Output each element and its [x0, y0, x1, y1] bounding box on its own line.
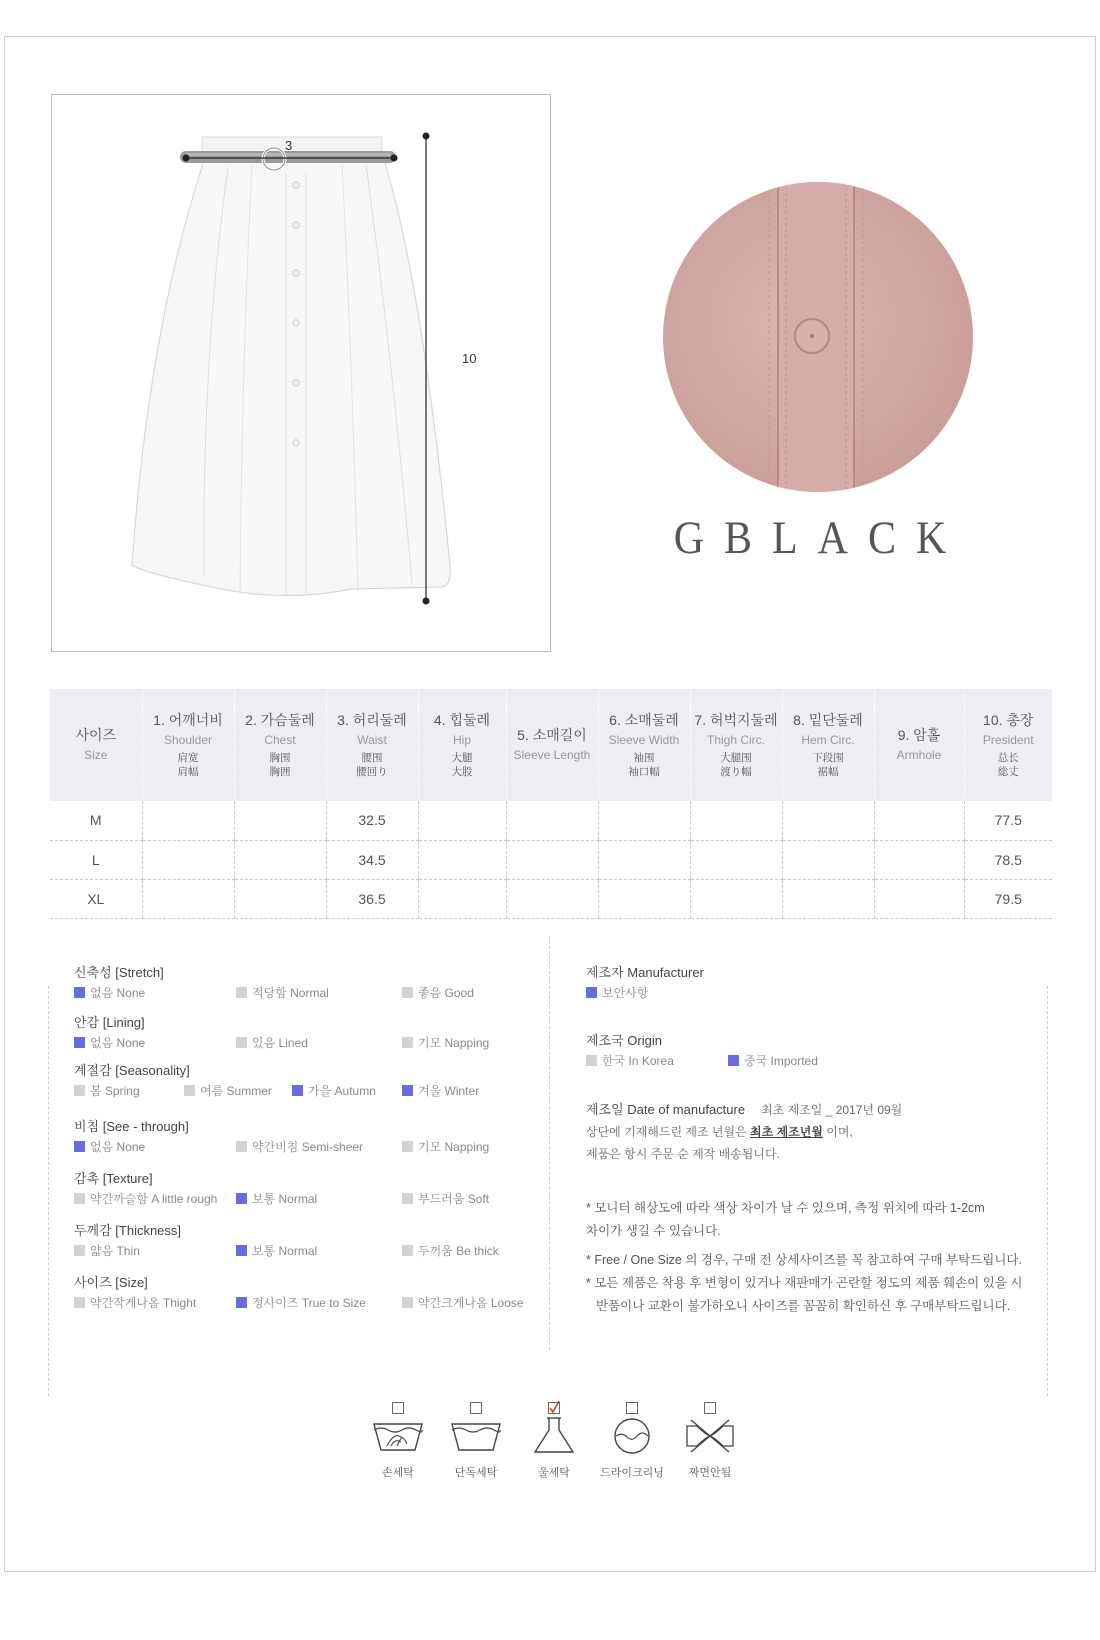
- notice-line: 차이가 생길 수 있습니다.: [586, 1224, 721, 1238]
- option-seethrough-none[interactable]: 없음 None: [74, 1139, 145, 1155]
- origin-block: [586, 1032, 886, 1071]
- manufacturer-value: 보안사항: [586, 985, 648, 1001]
- spec-seasonality: [74, 1062, 554, 1101]
- table-cell: 34.5: [326, 840, 418, 879]
- size-table: [50, 689, 1052, 919]
- header-hem: 8. 밑단둘레 Hem Circ. 下段围 裾幅: [782, 689, 874, 801]
- wash-hand: [358, 1402, 438, 1480]
- table-cell: [690, 801, 782, 840]
- option-stretch-good[interactable]: 좋음 Good: [402, 985, 474, 1001]
- table-cell: [506, 840, 598, 879]
- spec-title: 안감 [Lining]: [74, 1015, 145, 1030]
- separate-wash-icon: [449, 1416, 503, 1456]
- brand-logo: [673, 509, 967, 564]
- table-cell: [142, 801, 234, 840]
- skirt-illustration: [52, 95, 552, 653]
- checkbox-icon[interactable]: [626, 1402, 638, 1414]
- fabric-closeup-image: [662, 181, 974, 493]
- notice-line: * Free / One Size 의 경우, 구매 전 상세사이즈를 꼭 참고하여 구매 부탁드립니다.: [586, 1253, 1022, 1267]
- table-cell: [506, 801, 598, 840]
- table-cell: 79.5: [964, 879, 1052, 918]
- option-stretch-none[interactable]: 없음 None: [74, 985, 145, 1001]
- option-season-winter[interactable]: 겨울 Winter: [402, 1083, 479, 1099]
- skirt-measurement-figure: [51, 94, 551, 652]
- spec-texture: [74, 1170, 554, 1209]
- spec-title: 비침 [See - through]: [74, 1119, 189, 1134]
- wash-label: 드라이크리닝: [600, 1467, 664, 1479]
- spec-size-fit: [74, 1274, 554, 1313]
- option-lining-napping[interactable]: 기모 Napping: [402, 1035, 489, 1051]
- option-size-loose[interactable]: 약간크게나옴 Loose: [402, 1295, 524, 1311]
- table-cell: [874, 801, 964, 840]
- table-cell: M: [50, 801, 142, 840]
- table-cell: 78.5: [964, 840, 1052, 879]
- svg-text:GBLACK: GBLACK: [673, 512, 967, 564]
- header-hip: 4. 힙둘레 Hip 大腿 大股: [418, 689, 506, 801]
- spec-stretch: [74, 964, 554, 1003]
- date-note-text: 상단에 기재해드린 제조 년월은: [586, 1125, 751, 1139]
- checkbox-icon[interactable]: [392, 1402, 404, 1414]
- table-row: [50, 840, 1052, 879]
- header-total-length: 10. 총장 President 总长 総丈: [964, 689, 1052, 801]
- header-chest: 2. 가슴둘레 Chest 胸围 胸囲: [234, 689, 326, 801]
- checkbox-checked-icon[interactable]: [548, 1402, 560, 1414]
- header-thigh: 7. 허벅지둘레 Thigh Circ. 大腿围 渡り幅: [690, 689, 782, 801]
- right-divider: [1047, 986, 1048, 1396]
- option-size-tight[interactable]: 약간작게나옴 Thight: [74, 1295, 196, 1311]
- do-not-wring-icon: [683, 1416, 737, 1456]
- spec-thickness: [74, 1222, 554, 1261]
- table-cell: [234, 840, 326, 879]
- table-cell: [418, 801, 506, 840]
- table-cell: [418, 879, 506, 918]
- table-cell: L: [50, 840, 142, 879]
- option-lining-lined[interactable]: 있음 Lined: [236, 1035, 308, 1051]
- notice-line: 반품이나 교환이 불가하오니 사이즈를 꼼꼼히 확인하신 후 구매부탁드립니다.: [596, 1299, 1011, 1313]
- option-texture-rough[interactable]: 약간까슬함 A little rough: [74, 1191, 217, 1207]
- table-cell: XL: [50, 879, 142, 918]
- table-cell: [234, 879, 326, 918]
- wash-no-wring: [670, 1402, 750, 1480]
- notice-line: * 모니터 해상도에 따라 색상 차이가 날 수 있으며, 측정 위치에 따라 1-2cm: [586, 1201, 985, 1215]
- table-cell: [782, 801, 874, 840]
- manufacture-date-block: [586, 1101, 1046, 1165]
- manufacturer-block: [586, 964, 886, 1003]
- header-sleeve-width: 6. 소매둘레 Sleeve Width 袖围 袖口幅: [598, 689, 690, 801]
- option-thickness-thin[interactable]: 얇음 Thin: [74, 1243, 140, 1259]
- manufacturer-title: 제조자 Manufacturer: [586, 965, 704, 980]
- table-cell: [234, 801, 326, 840]
- date-title: 제조일 Date of manufacture: [586, 1102, 746, 1117]
- option-texture-soft[interactable]: 부드러움 Soft: [402, 1191, 489, 1207]
- option-texture-normal[interactable]: 보통 Normal: [236, 1191, 317, 1207]
- wash-label: 울세탁: [538, 1467, 570, 1479]
- notice-line: * 모든 제품은 착용 후 변형이 있거나 재판매가 곤란할 정도의 제품 훼손이 있을 시: [586, 1276, 1023, 1290]
- table-cell: [782, 840, 874, 879]
- spec-title: 신축성 [Stretch]: [74, 965, 164, 980]
- dry-clean-icon: [605, 1416, 659, 1456]
- table-cell: [598, 801, 690, 840]
- checkbox-icon[interactable]: [470, 1402, 482, 1414]
- table-cell: [142, 840, 234, 879]
- spec-title: 사이즈 [Size]: [74, 1275, 148, 1290]
- wash-label: 단독세탁: [454, 1467, 498, 1479]
- header-armhole: 9. 암홀 Armhole: [874, 689, 964, 801]
- origin-imported[interactable]: 중국 Imported: [728, 1053, 818, 1069]
- date-note-line2: 제품은 항시 주문 순 제작 배송됩니다.: [586, 1147, 780, 1161]
- origin-korea[interactable]: 한국 In Korea: [586, 1053, 674, 1069]
- table-cell: [598, 840, 690, 879]
- origin-title: 제조국 Origin: [586, 1033, 662, 1048]
- wash-dry-clean: [592, 1402, 672, 1480]
- table-cell: 36.5: [326, 879, 418, 918]
- table-row: [50, 801, 1052, 840]
- option-thickness-thick[interactable]: 두꺼움 Be thick: [402, 1243, 499, 1259]
- spec-title: 두께감 [Thickness]: [74, 1223, 182, 1238]
- header-waist: 3. 허리둘레 Waist 腰围 腰回り: [326, 689, 418, 801]
- header-shoulder: 1. 어깨너비 Shoulder 肩宽 肩幅: [142, 689, 234, 801]
- measure-label-top: 3: [285, 138, 293, 153]
- option-seethrough-semi[interactable]: 약간비침 Semi-sheer: [236, 1139, 363, 1155]
- table-cell: [782, 879, 874, 918]
- option-thickness-normal[interactable]: 보통 Normal: [236, 1243, 317, 1259]
- option-season-spring[interactable]: 봄 Spring: [74, 1083, 140, 1099]
- table-cell: [598, 879, 690, 918]
- table-cell: [874, 840, 964, 879]
- spec-lining: [74, 1014, 554, 1053]
- wash-label: 손세탁: [382, 1467, 414, 1479]
- header-sleeve-length: 5. 소매길이 Sleeve Length: [506, 689, 598, 801]
- wash-label: 짜면안됨: [688, 1467, 732, 1479]
- wash-wool: [514, 1402, 594, 1480]
- table-cell: 32.5: [326, 801, 418, 840]
- measure-label-side: 10: [462, 351, 477, 366]
- table-cell: [506, 879, 598, 918]
- spec-title: 감촉 [Texture]: [74, 1171, 153, 1186]
- table-cell: 77.5: [964, 801, 1052, 840]
- option-seethrough-napping[interactable]: 기모 Napping: [402, 1139, 489, 1155]
- checkbox-icon[interactable]: [704, 1402, 716, 1414]
- option-size-true[interactable]: 정사이즈 True to Size: [236, 1295, 366, 1311]
- table-cell: [418, 840, 506, 879]
- date-note-text-end: 이며,: [822, 1125, 853, 1139]
- date-note-emphasis: 최초 제조년월: [750, 1125, 823, 1139]
- date-value: 최초 제조일 _ 2017년 09월: [761, 1103, 903, 1117]
- table-cell: [874, 879, 964, 918]
- left-divider: [48, 986, 49, 1396]
- wool-wash-icon: [527, 1416, 581, 1456]
- hand-wash-icon: [371, 1416, 425, 1456]
- option-season-summer[interactable]: 여름 Summer: [184, 1083, 272, 1099]
- size-table-header: [50, 689, 1052, 801]
- header-size: 사이즈 Size: [50, 689, 142, 801]
- option-season-autumn[interactable]: 가을 Autumn: [292, 1083, 376, 1099]
- spec-see-through: [74, 1118, 554, 1157]
- spec-title: 계절감 [Seasonality]: [74, 1063, 190, 1078]
- table-cell: [690, 879, 782, 918]
- table-row: [50, 879, 1052, 918]
- table-cell: [142, 879, 234, 918]
- option-lining-none[interactable]: 없음 None: [74, 1035, 145, 1051]
- notice-block: [586, 1197, 1056, 1318]
- wash-separate: [436, 1402, 516, 1480]
- option-stretch-normal[interactable]: 적당함 Normal: [236, 985, 329, 1001]
- table-cell: [690, 840, 782, 879]
